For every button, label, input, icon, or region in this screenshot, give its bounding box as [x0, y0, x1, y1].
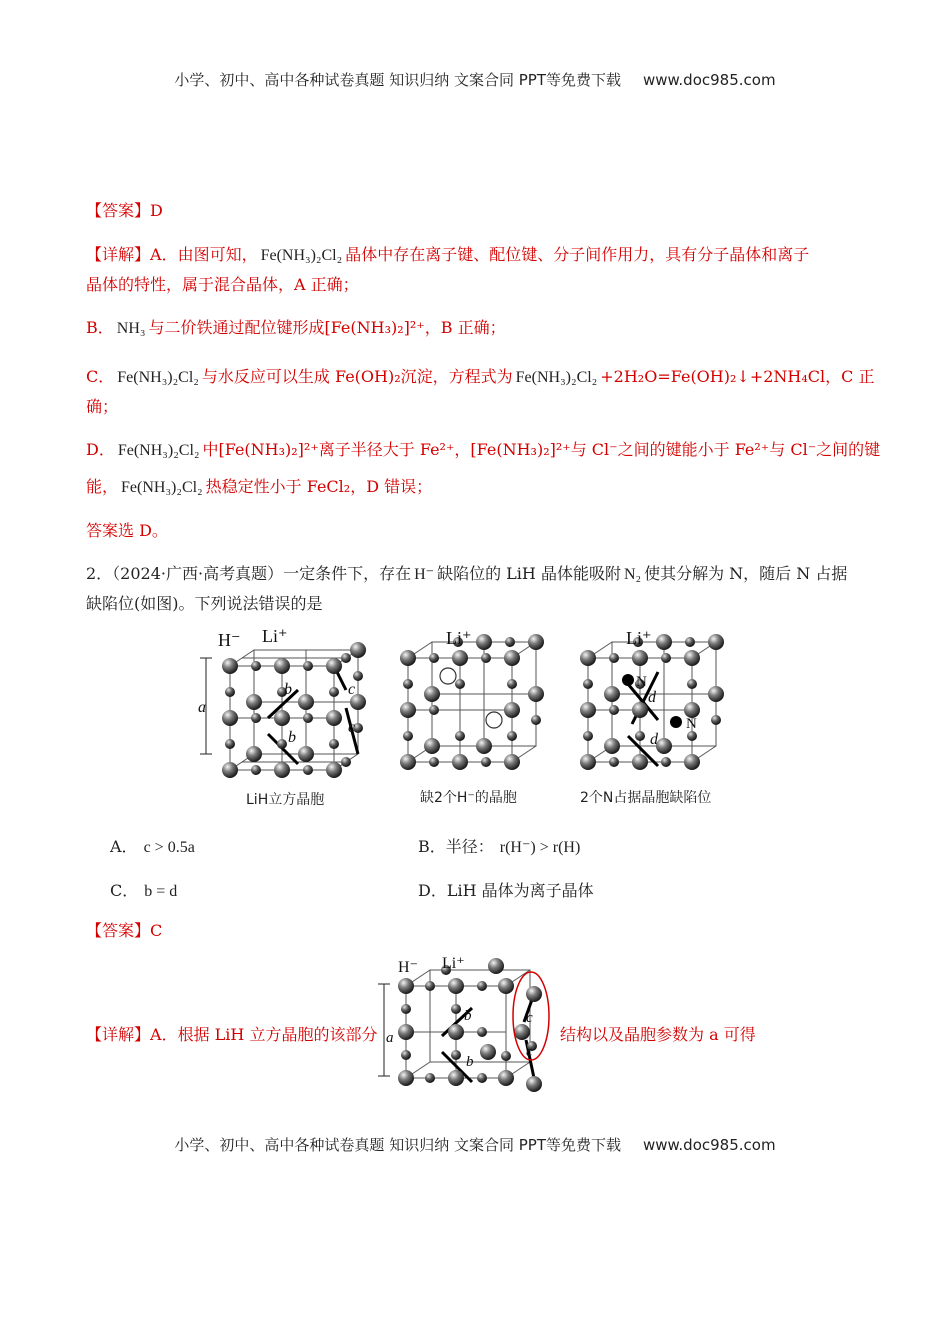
detail-b-text: 与二价铁通过配位键形成[Fe(NH₃)₂]²⁺，B 正确； [148, 318, 506, 337]
label-b: b [288, 729, 296, 746]
detail-label: 【详解】 [86, 1025, 151, 1044]
detail-b-prefix: B． [86, 318, 114, 337]
option-c-math: b = d [144, 883, 178, 900]
option-d-label: D．LiH 晶体为离子晶体 [418, 881, 594, 900]
label-b: b [284, 681, 292, 698]
caption-lih-cell: LiH立方晶胞 [246, 792, 325, 808]
label-c: c [348, 681, 356, 698]
q2-stem-end: 使其分解为 N，随后 N 占据 [644, 564, 848, 583]
header-text: 小学、初中、高中各种试卷真题 知识归纳 文案合同 PPT等免费下载 [174, 71, 621, 89]
page-header [0, 69, 950, 90]
label-h-minus: H⁻ [218, 630, 241, 650]
q1-detail-c-cont: 确； [86, 397, 119, 416]
label-d: d [648, 689, 656, 706]
figure-lih-cubic-cell [196, 624, 376, 810]
label-c: c [526, 1010, 533, 1026]
label-c: c [526, 1044, 533, 1060]
label-d: d [650, 731, 658, 748]
label-li-plus: Li⁺ [442, 956, 465, 972]
label-b: b [464, 1008, 472, 1024]
label-li-plus: Li⁺ [446, 628, 472, 648]
label-n: N [686, 716, 697, 732]
q2-answer: 【答案】C [86, 921, 163, 940]
option-a[interactable] [110, 834, 195, 857]
option-d[interactable] [418, 878, 594, 901]
caption-missing-h-cell: 缺2个H⁻的晶胞 [420, 790, 517, 806]
q1-detail-b [86, 313, 876, 344]
label-b: b [466, 1054, 474, 1070]
option-b-label: B．半径： [418, 837, 494, 856]
label-li-plus: Li⁺ [626, 628, 652, 648]
option-a-math: c > 0.5a [143, 839, 195, 856]
q2-stem-line2: 缺陷位(如图)。下列说法错误的是 [86, 594, 323, 613]
q1-answer: 【答案】D [86, 201, 163, 220]
detail-d-cont-text: 热稳定性小于 FeCl₂，D 错误； [205, 477, 433, 496]
detail-d-text: 中[Fe(NH₃)₂]²⁺离子半径大于 Fe²⁺，[Fe(NH₃)₂]²⁺与 Cl⁻之间的键能小于 Fe²⁺与 Cl⁻之间的键 [202, 440, 881, 459]
q1-detail-d [86, 435, 881, 466]
q2-stem-line1 [86, 559, 876, 590]
detail-a-prefix-text: A．根据 LiH 立方晶胞的该部分 [150, 1025, 378, 1044]
option-a-label: A． [110, 837, 138, 856]
detail-label: 【详解】 [86, 245, 151, 264]
formula-h-minus: H⁻ [414, 566, 435, 583]
q2-detail-a-suffix: 结构以及晶胞参数为 a 可得 [560, 1025, 756, 1044]
q2-stem-prefix: 2．（2024·广西·高考真题）一定条件下，存在 [86, 564, 412, 583]
label-h-minus: H⁻ [398, 959, 418, 976]
q1-detail-c [86, 362, 876, 393]
formula-fe-nh3-cl2: Fe(NH₃)₂Cl₂ [117, 369, 199, 386]
formula-fe-nh3-cl2: Fe(NH₃)₂Cl₂ [260, 247, 343, 264]
label-a: a [386, 1030, 394, 1046]
detail-c-text1: 与水反应可以生成 Fe(OH)₂沉淀，方程式为 [201, 367, 513, 386]
option-b[interactable] [418, 834, 580, 857]
detail-a-prefix: A．由图可知， [150, 245, 258, 264]
option-c-label: C． [110, 881, 139, 900]
figure-cell-n-occupied [572, 624, 758, 810]
q1-detail-a-cont: 晶体的特性，属于混合晶体，A 正确； [86, 275, 359, 294]
q1-conclusion: 答案选 D。 [86, 521, 168, 540]
option-c[interactable] [110, 878, 177, 901]
formula-n2: N₂ [623, 566, 642, 583]
detail-d-cont-prefix: 能， [86, 477, 119, 496]
detail-c-prefix: C． [86, 367, 115, 386]
header-site[interactable]: www.doc985.com [642, 71, 776, 89]
page-footer [0, 1134, 950, 1155]
caption-n-occupied-cell: 2个N占据晶胞缺陷位 [580, 790, 712, 806]
label-li-plus: Li⁺ [262, 626, 288, 646]
figure-detail-lih-cell [376, 956, 556, 1096]
label-c: c [348, 719, 356, 736]
label-n: N [636, 674, 647, 690]
q2-stem-mid: 缺陷位的 LiH 晶体能吸附 [437, 564, 621, 583]
detail-d-prefix: D． [86, 440, 115, 459]
figure-cell-missing-h [392, 624, 562, 810]
option-b-math: r(H⁻) > r(H) [499, 839, 581, 856]
q2-detail-a-prefix [86, 1020, 386, 1050]
footer-text: 小学、初中、高中各种试卷真题 知识归纳 文案合同 PPT等免费下载 [174, 1136, 621, 1154]
formula-nh3: NH₃ [116, 320, 146, 337]
formula-fe-nh3-cl2: Fe(NH₃)₂Cl₂ [515, 369, 598, 386]
detail-c-text2: +2H₂O=Fe(OH)₂↓+2NH₄Cl，C 正 [600, 367, 875, 386]
q1-detail-d-cont [86, 472, 876, 503]
label-a: a [198, 699, 206, 716]
q1-detail-a [86, 240, 876, 271]
footer-site[interactable]: www.doc985.com [642, 1136, 776, 1154]
detail-a-text: 晶体中存在离子键、配位键、分子间作用力，具有分子晶体和离子 [345, 245, 810, 264]
formula-fe-nh3-cl2: Fe(NH₃)₂Cl₂ [121, 479, 203, 496]
formula-fe-nh3-cl2: Fe(NH₃)₂Cl₂ [117, 442, 200, 459]
